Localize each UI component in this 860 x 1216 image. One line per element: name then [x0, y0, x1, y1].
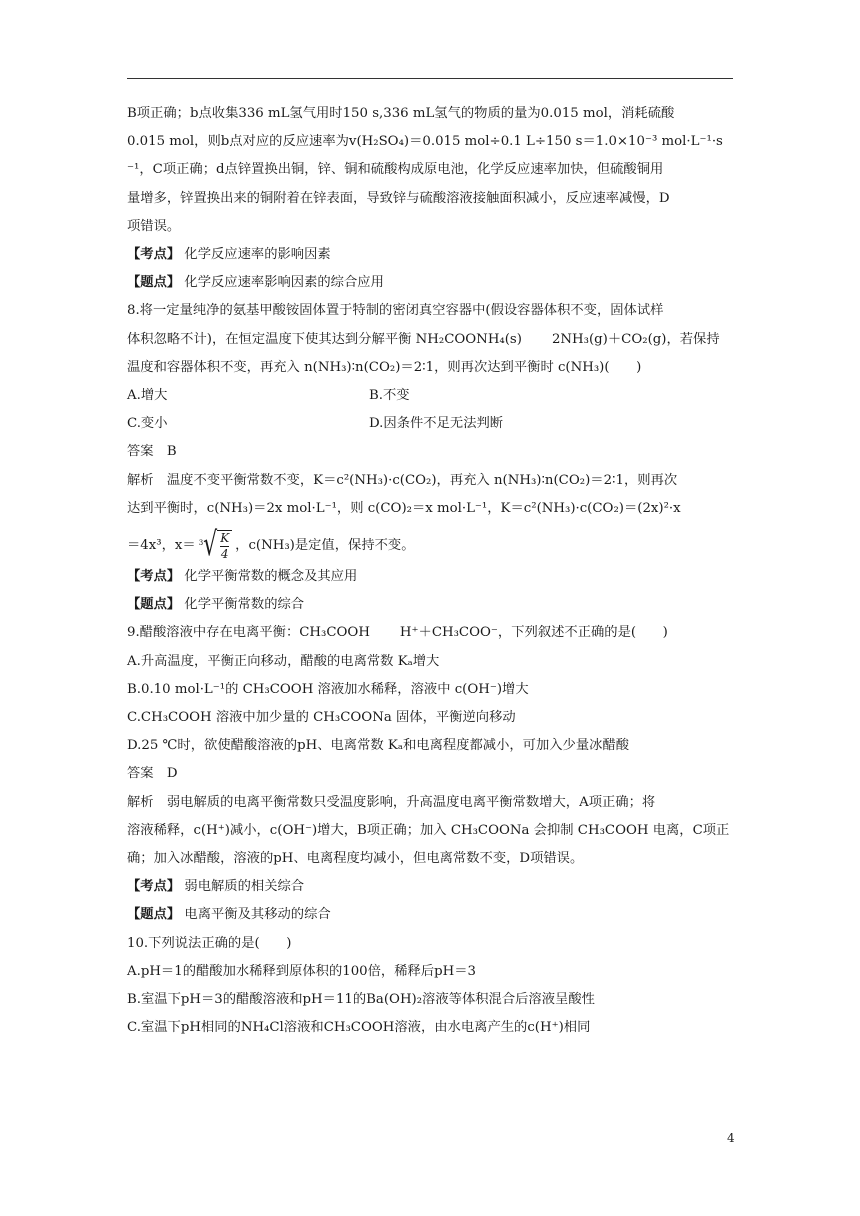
q10-option-b: B.室温下pH＝3的醋酸溶液和pH＝11的Ba(OH)₂溶液等体积混合后溶液呈酸性	[127, 992, 595, 1008]
q8-stem-right: 2NH₃(g)＋CO₂(g)，若保持	[551, 331, 720, 347]
q8-stem-line: 温度和容器体积不变，再充入 n(NH₃)∶n(CO₂)＝2∶1，则再次达到平衡时 c(NH₃)( )	[127, 359, 642, 375]
kaodian-line	[127, 563, 733, 591]
q8-option-d: D.因条件不足无法判断	[369, 416, 504, 432]
q10-option-a: A.pH＝1的醋酸加水稀释到原体积的100倍，稀释后pH＝3	[127, 963, 476, 979]
q8-stem-line: 8.将一定量纯净的氨基甲酸铵固体置于特制的密闭真空容器中(假设容器体积不变，固体试样	[127, 303, 664, 319]
page-number: 4	[727, 1131, 735, 1145]
kaodian-text: 化学平衡常数的概念及其应用	[184, 569, 358, 585]
q9-option-b: B.0.10 mol·L⁻¹的 CH₃COOH 溶液加水稀释，溶液中 c(OH⁻)增大	[127, 681, 529, 697]
kaodian-label: 【考点】	[127, 569, 181, 585]
fraction-numerator: K	[220, 530, 230, 545]
tidian-line	[127, 269, 733, 297]
kaodian-line	[127, 241, 733, 269]
kaodian-line	[127, 873, 733, 901]
q8-option-c: C.变小	[127, 416, 168, 432]
q8-formula-text: ＝4x³，x＝	[127, 538, 196, 554]
q10-stem: 10.下列说法正确的是( )	[127, 935, 292, 951]
q9-option-a: A.升高温度，平衡正向移动，醋酸的电离常数 Kₐ增大	[127, 653, 440, 669]
tidian-label: 【题点】	[127, 907, 181, 923]
q8-stem-left: 体积忽略不计)，在恒定温度下使其达到分解平衡 NH₂COONH₄(s)	[127, 331, 522, 347]
tidian-text: 电离平衡及其移动的综合	[184, 907, 331, 923]
kaodian-label: 【考点】	[127, 247, 181, 263]
kaodian-label: 【考点】	[127, 879, 181, 895]
header-rule	[127, 78, 733, 79]
q8-explanation-line: 达到平衡时，c(NH₃)＝2x mol·L⁻¹，则 c(CO)₂＝x mol·L⁻¹，K＝c²(NH₃)·c(CO₂)＝(2x)²·x	[127, 500, 681, 516]
q8-stem-line	[127, 326, 733, 354]
text-line: 项错误。	[127, 218, 181, 234]
fraction	[217, 530, 232, 562]
q8-explanation-line	[127, 523, 733, 563]
root-index: 3	[198, 538, 204, 547]
kaodian-text: 弱电解质的相关综合	[184, 879, 305, 895]
kaodian-text: 化学反应速率的影响因素	[184, 247, 331, 263]
radical-sign-icon: √	[203, 526, 218, 564]
q9-stem-line	[127, 619, 733, 647]
tidian-line	[127, 591, 733, 619]
q9-explanation-line: 溶液稀释，c(H⁺)减小，c(OH⁻)增大，B项正确；加入 CH₃COONa 会抑制 CH₃COOH 电离，C项正	[127, 822, 730, 838]
text-line: 0.015 mol，则b点对应的反应速率为v(H₂SO₄)＝0.015 mol÷0.1 L÷150 s＝1.0×10⁻³ mol·L⁻¹·s	[127, 134, 723, 150]
q9-stem-left: 9.醋酸溶液中存在电离平衡：CH₃COOH	[127, 625, 370, 641]
q9-stem-right: H⁺＋CH₃COO⁻，下列叙述不正确的是( )	[399, 625, 668, 641]
page-body	[127, 100, 733, 1043]
text-line: ⁻¹，C项正确；d点锌置换出铜，锌、铜和硫酸构成原电池，化学反应速率加快，但硫酸铜用	[127, 162, 664, 178]
tidian-text: 化学反应速率影响因素的综合应用	[184, 275, 384, 291]
q9-explanation-line: 解析 弱电解质的电离平衡常数只受温度影响，升高温度电离平衡常数增大，A项正确；将	[127, 794, 656, 810]
text-line: B项正确；b点收集336 mL氢气用时150 s,336 mL氢气的物质的量为0.015 mol，消耗硫酸	[127, 106, 675, 121]
q8-options-row	[127, 382, 733, 410]
text-line: 量增多，锌置换出来的铜附着在锌表面，导致锌与硫酸溶液接触面积减小，反应速率减慢，D	[127, 190, 670, 206]
q8-option-b: B.不变	[369, 388, 410, 404]
q8-explanation-line: 解析 温度不变平衡常数不变，K＝c²(NH₃)·c(CO₂)，再充入 n(NH₃)∶n(CO₂)＝2∶1，则再次	[127, 472, 678, 488]
cube-root-expression	[198, 526, 232, 564]
tidian-line	[127, 901, 733, 929]
q8-options-row	[127, 410, 733, 438]
q9-answer: 答案 D	[127, 766, 178, 782]
q10-option-c: C.室温下pH相同的NH₄Cl溶液和CH₃COOH溶液，由水电离产生的c(H⁺)相同	[127, 1020, 591, 1036]
q9-option-c: C.CH₃COOH 溶液中加少量的 CH₃COONa 固体，平衡逆向移动	[127, 710, 516, 726]
tidian-label: 【题点】	[127, 275, 181, 291]
q9-option-d: D.25 ℃时，欲使醋酸溶液的pH、电离常数 Kₐ和电离程度都减小，可加入少量冰醋酸	[127, 738, 630, 754]
q8-answer: 答案 B	[127, 444, 177, 460]
fraction-denominator: 4	[220, 546, 229, 561]
q8-formula-text: ，c(NH₃)是定值，保持不变。	[235, 538, 415, 554]
q8-option-a: A.增大	[127, 388, 168, 404]
tidian-text: 化学平衡常数的综合	[184, 597, 305, 613]
tidian-label: 【题点】	[127, 597, 181, 613]
q9-explanation-line: 确；加入冰醋酸，溶液的pH、电离程度均减小，但电离常数不变，D项错误。	[127, 851, 584, 867]
